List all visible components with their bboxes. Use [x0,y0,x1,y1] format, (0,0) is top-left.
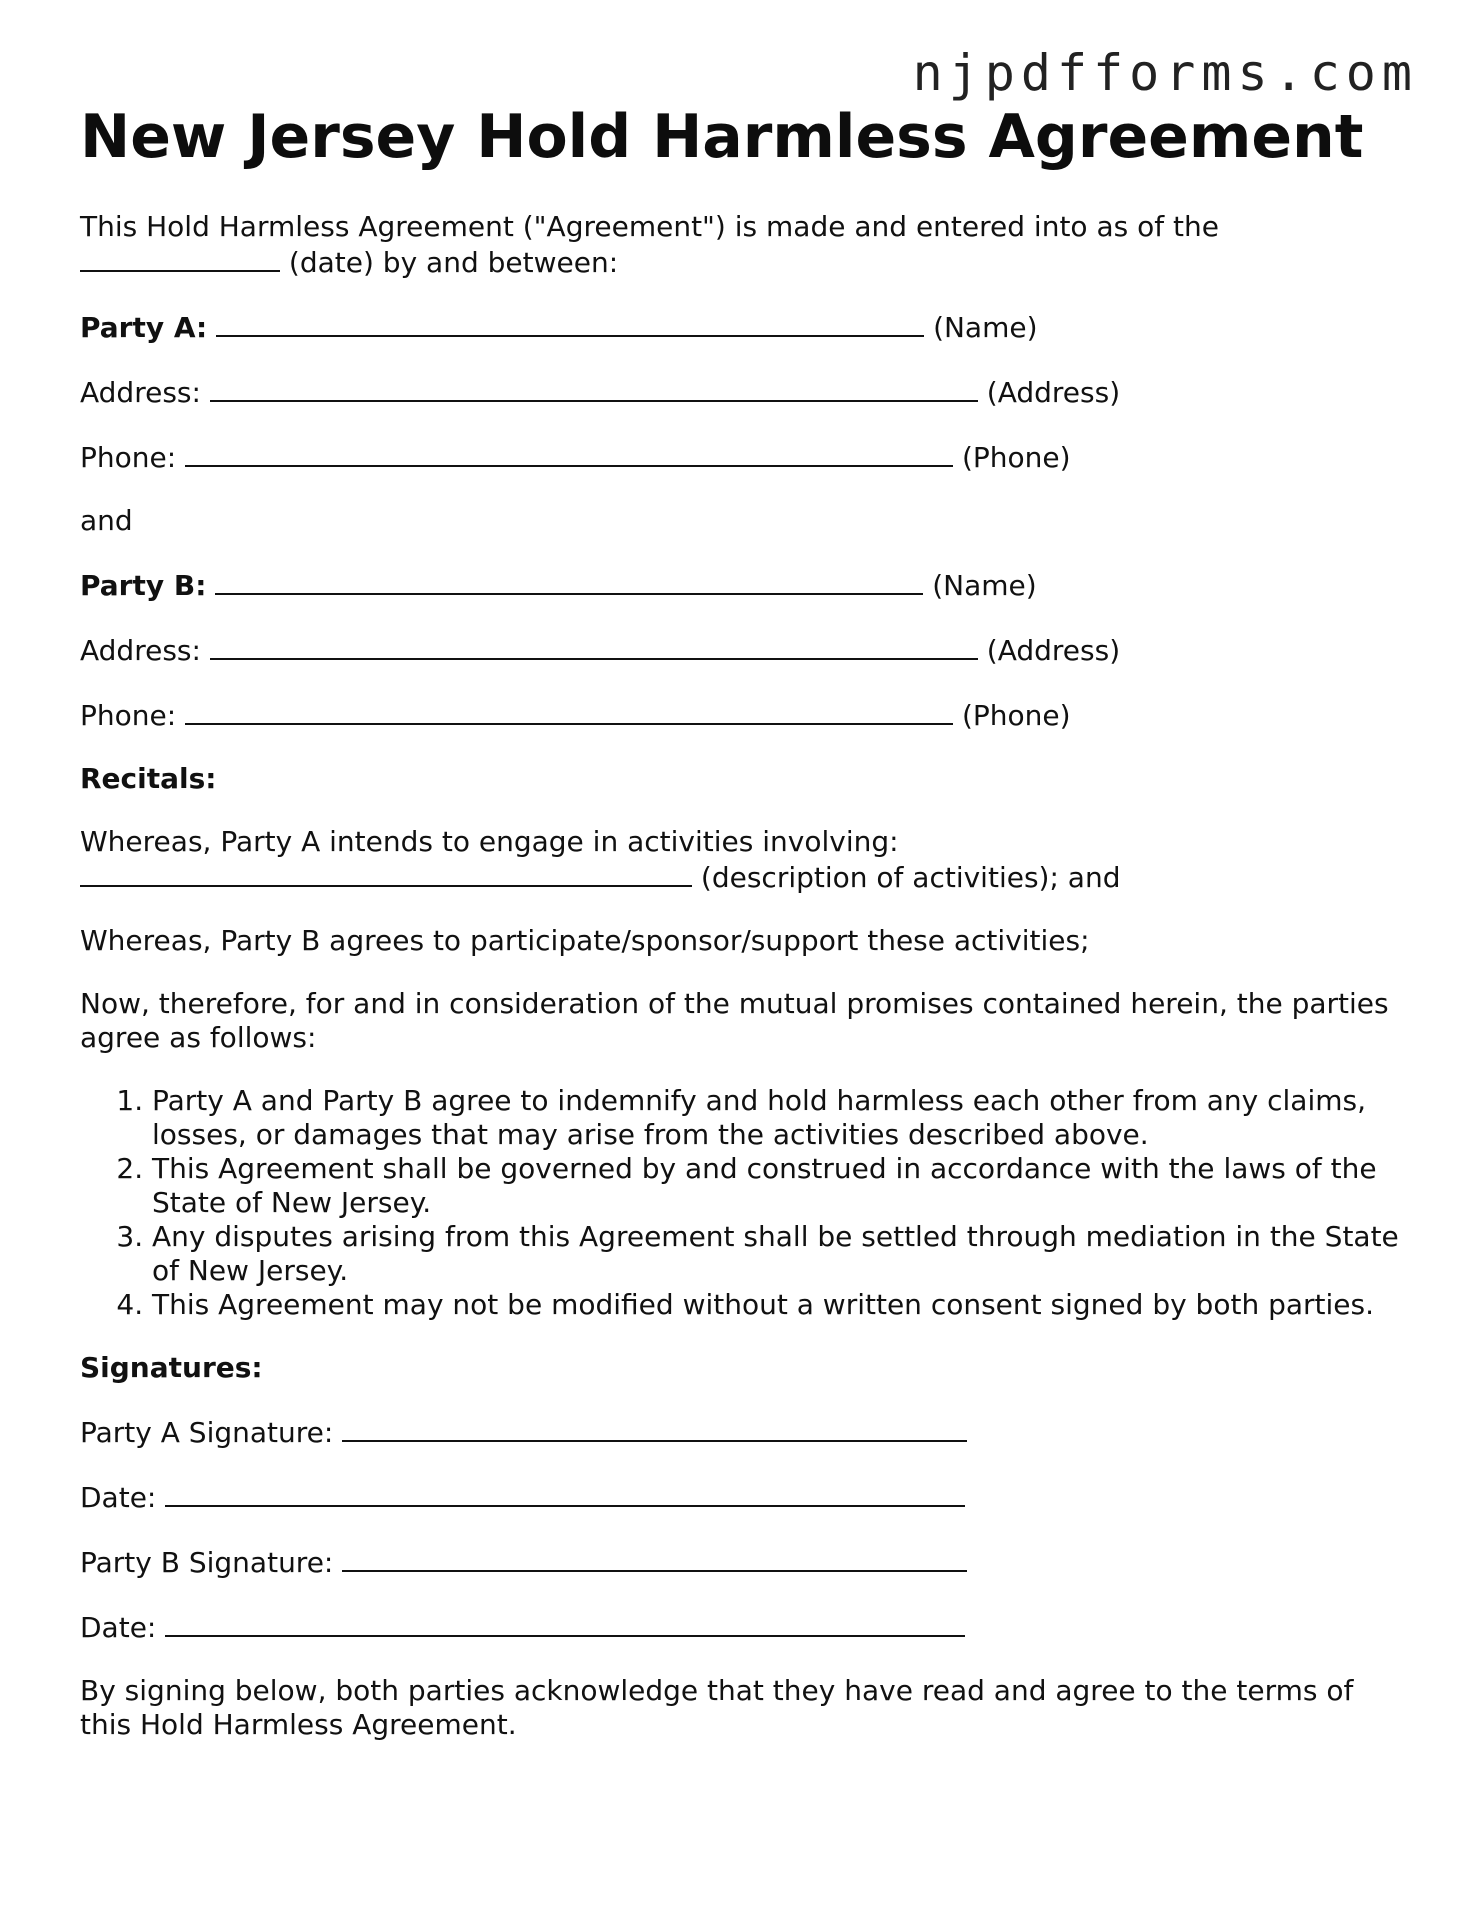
date-a-label: Date: [80,1481,157,1514]
date-a-row [80,1479,1410,1515]
intro-text: This Hold Harmless Agreement ("Agreement") is made and entered into as of the [80,210,1219,243]
party-b-signature-field[interactable] [342,1544,967,1572]
party-b-name-hint: (Name) [932,569,1037,602]
party-b-address-hint: (Address) [986,634,1121,667]
party-b-phone-field[interactable] [185,697,953,725]
party-a-address-hint: (Address) [986,376,1121,409]
party-a-address-field[interactable] [210,374,978,402]
recitals-heading: Recitals: [80,762,217,795]
party-b-address-field[interactable] [210,632,978,660]
site-watermark: njpdfforms.com [912,44,1418,102]
terms-list [80,1084,1410,1322]
party-a-phone-label: Phone: [80,441,177,474]
party-a-phone-field[interactable] [185,439,953,467]
intro-paragraph [80,210,1410,280]
party-b-name-row [80,567,1410,603]
closing-statement: By signing below, both parties acknowledge that they have read and agree to the terms of this Hold Harmless Agreement. [80,1674,1354,1741]
term-item: 1. Party A and Party B agree to indemnify and hold harmless each other from any claims, losses, or damages that may arise from the activities described above. [152,1084,1410,1152]
party-b-address-label: Address: [80,634,201,667]
party-a-name-hint: (Name) [933,311,1038,344]
party-b-phone-hint: (Phone) [961,699,1071,732]
party-a-address-row [80,374,1410,410]
party-a-name-row [80,309,1410,345]
term-item: 2. This Agreement shall be governed by and construed in accordance with the laws of the State of New Jersey. [152,1152,1410,1220]
signatures-heading: Signatures: [80,1351,263,1384]
whereas-1-text: Whereas, Party A intends to engage in activities involving: [80,825,899,858]
date-field[interactable] [80,244,280,272]
term-item: 4. This Agreement may not be modified without a written consent signed by both parties. [152,1288,1410,1322]
party-a-phone-row [80,439,1410,475]
party-b-name-field[interactable] [215,567,923,595]
now-therefore: Now, therefore, for and in consideration of the mutual promises contained herein, the parties agree as follows: [80,987,1389,1054]
party-b-signature-row [80,1544,1410,1580]
whereas-2: Whereas, Party B agrees to participate/sponsor/support these activities; [80,924,1090,957]
whereas-1 [80,825,1410,895]
party-a-address-label: Address: [80,376,201,409]
party-a-signature-field[interactable] [342,1414,967,1442]
party-a-name-field[interactable] [216,309,924,337]
whereas-1-hint: (description of activities); and [700,861,1121,894]
term-item: 3. Any disputes arising from this Agreement shall be settled through mediation in the State of New Jersey. [152,1220,1410,1288]
party-a-phone-hint: (Phone) [961,441,1071,474]
agreement-body [80,210,1410,1771]
page-title: New Jersey Hold Harmless Agreement [80,102,1364,172]
party-a-signature-label: Party A Signature: [80,1416,334,1449]
party-a-signature-row [80,1414,1410,1450]
party-b-signature-label: Party B Signature: [80,1546,334,1579]
date-b-field[interactable] [165,1609,965,1637]
intro-suffix: (date) by and between: [288,246,619,279]
party-b-address-row [80,632,1410,668]
party-b-phone-row [80,697,1410,733]
and-text: and [80,504,133,537]
party-a-label: Party A: [80,311,208,344]
date-b-row [80,1609,1410,1645]
party-b-phone-label: Phone: [80,699,177,732]
party-b-label: Party B: [80,569,207,602]
activities-field[interactable] [80,859,692,887]
date-a-field[interactable] [165,1479,965,1507]
date-b-label: Date: [80,1611,157,1644]
